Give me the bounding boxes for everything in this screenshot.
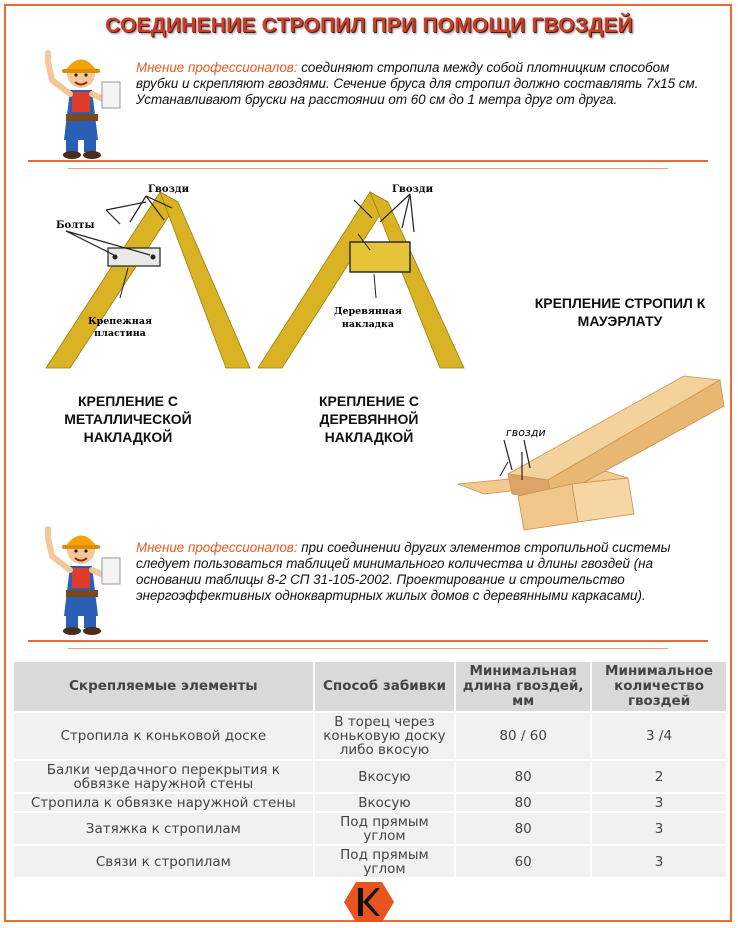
caption-line: НАКЛАДКОЙ bbox=[324, 429, 414, 445]
table-cell: 3 bbox=[592, 794, 726, 811]
professional-note-2 bbox=[136, 540, 706, 604]
column-header: Скрепляемые элементы bbox=[14, 662, 313, 711]
table-row bbox=[14, 713, 726, 759]
caption-line: МЕТАЛЛИЧЕСКОЙ bbox=[64, 411, 192, 427]
table-cell: 2 bbox=[592, 761, 726, 792]
table-cell: Затяжка к стропилам bbox=[14, 813, 313, 844]
table-cell: 3 /4 bbox=[592, 713, 726, 759]
table-row bbox=[14, 813, 726, 844]
table-cell: Стропила к коньковой доске bbox=[14, 713, 313, 759]
nail-table bbox=[12, 660, 728, 879]
plate-label: Деревянная bbox=[334, 306, 402, 317]
plate-label: накладка bbox=[341, 319, 395, 330]
table-cell: Вкосую bbox=[315, 794, 455, 811]
mauerlat-caption bbox=[520, 294, 720, 330]
table-row bbox=[14, 761, 726, 792]
table-cell: Под прямым углом bbox=[315, 846, 455, 877]
caption-line: НАКЛАДКОЙ bbox=[83, 429, 173, 445]
table-cell: Стропила к обвязке наружной стены bbox=[14, 794, 313, 811]
wooden-plate-joint-diagram bbox=[258, 178, 468, 374]
bolts-label: Болты bbox=[56, 220, 95, 231]
page-title: СОЕДИНЕНИЕ СТРОПИЛ ПРИ ПОМОЩИ ГВОЗДЕЙ bbox=[105, 14, 633, 37]
note-text: при соединении других элементов стропильной системы следует пользоваться таблицей минимального количества и длины гвоздей (на основании таблицы 8-2 СП 31-105-2002. Проектирование и строительство энергоэффективных одноквартирных жилых домов с деревянными каркасами). bbox=[136, 540, 671, 603]
note-lead: Мнение профессионалов: bbox=[136, 540, 298, 555]
divider bbox=[68, 648, 668, 649]
caption-line: КРЕПЛЕНИЕ С bbox=[78, 393, 178, 409]
mauerlat-joint-diagram bbox=[452, 366, 728, 532]
table-row bbox=[14, 794, 726, 811]
note-lead: Мнение профессионалов: bbox=[136, 60, 298, 75]
caption-line: КРЕПЛЕНИЕ СТРОПИЛ К bbox=[534, 295, 706, 311]
metal-plate-caption bbox=[38, 392, 218, 446]
builder-mascot-icon bbox=[36, 40, 126, 160]
divider bbox=[28, 160, 708, 162]
brand-logo-icon bbox=[344, 880, 394, 924]
table-cell: 60 bbox=[456, 846, 590, 877]
table-cell: 80 bbox=[456, 813, 590, 844]
table-cell: Под прямым углом bbox=[315, 813, 455, 844]
professional-note-1 bbox=[136, 60, 706, 108]
divider bbox=[28, 640, 708, 642]
wooden-plate-caption bbox=[294, 392, 444, 446]
table-row bbox=[14, 846, 726, 877]
nails-label: Гвозди bbox=[392, 184, 433, 195]
caption-line: КРЕПЛЕНИЕ С bbox=[319, 393, 419, 409]
table-cell: 3 bbox=[592, 813, 726, 844]
divider bbox=[68, 168, 668, 169]
table-cell: 80 bbox=[456, 794, 590, 811]
column-header: Минимальное количество гвоздей bbox=[592, 662, 726, 711]
table-header-row bbox=[14, 662, 726, 711]
plate-label: пластина bbox=[94, 328, 146, 339]
table-cell: Связи к стропилам bbox=[14, 846, 313, 877]
metal-plate-joint-diagram bbox=[36, 178, 256, 374]
caption-line: ДЕРЕВЯННОЙ bbox=[319, 411, 419, 427]
note-text: соединяют стропила между собой плотницким способом врубки и скрепляют гвоздями. Сечение бруса для стропил должно составлять 7х15 см. Устанавливают бруски на расстоянии от 60 см до 1 метра друг от друга. bbox=[136, 60, 699, 107]
table-cell: 80 / 60 bbox=[456, 713, 590, 759]
table-cell: 80 bbox=[456, 761, 590, 792]
column-header: Минимальная длина гвоздей, мм bbox=[456, 662, 590, 711]
table-cell: В торец через коньковую доску либо вкосую bbox=[315, 713, 455, 759]
table-cell: 3 bbox=[592, 846, 726, 877]
caption-line: МАУЭРЛАТУ bbox=[577, 313, 663, 329]
nails-label: гвозди bbox=[506, 426, 546, 439]
builder-mascot-icon bbox=[36, 516, 126, 636]
table-cell: Балки чердачного перекрытия к обвязке наружной стены bbox=[14, 761, 313, 792]
nails-label: Гвозди bbox=[148, 184, 189, 195]
table-cell: Вкосую bbox=[315, 761, 455, 792]
column-header: Способ забивки bbox=[315, 662, 455, 711]
plate-label: Крепежная bbox=[87, 316, 153, 327]
